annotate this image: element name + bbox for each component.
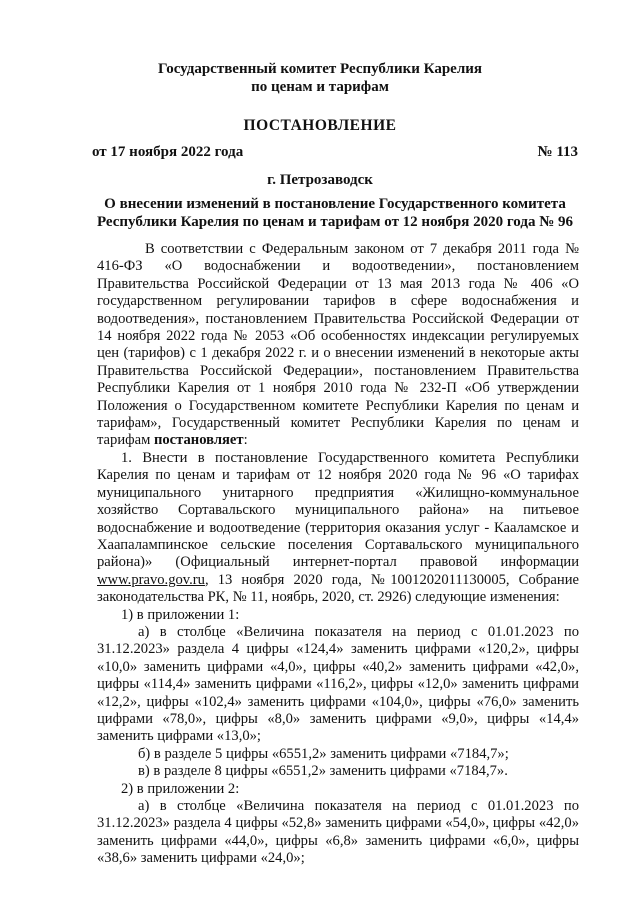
- sub-1-heading: 1) в приложении 1:: [121, 606, 240, 623]
- sub-1-item-a: а) в столбце «Величина показателя на период с 01.01.2023 по 31.12.2023» раздела 4 цифры «124,4» заменить цифрами «120,2», цифры «10,0» заменить цифрами «4,0», цифры «40,2» заменить цифрами «42,0», цифры «114,4» заменить цифрами «116,2», цифры «12,0» заменить цифрами «12,2», цифры «102,4» заменить цифрами «104,0», цифры «76,0» заменить цифрами «78,0», цифры «8,0» заменить цифрами «9,0», цифры «14,4» заменить цифрами «13,0»;: [97, 623, 579, 745]
- document-subject: [90, 195, 580, 231]
- document-city: г. Петрозаводск: [267, 172, 373, 188]
- issuer-line-2: по ценам и тарифам: [251, 79, 389, 95]
- item-1-paragraph: [97, 450, 579, 607]
- pravo-link[interactable]: www.pravo.gov.ru: [97, 571, 205, 588]
- preamble-colon: :: [243, 432, 248, 449]
- decree-word: постановляет: [153, 432, 244, 449]
- document-body: [97, 241, 579, 868]
- subject-line-2: Республики Карелия по ценам и тарифам от 12 ноября 2020 года № 96: [96, 214, 574, 230]
- item-1-text-after: , 13 ноября 2020 года, №1001202011130005, Собрание законодательства РК, № 11, ноябрь, 2020, ст. 2926) следующие изменения:: [97, 571, 579, 606]
- preamble-text: В соответствии с Федеральным законом от 7 декабря 2011 года № 416-ФЗ «О водоснабжении и водоотведении», постановлением Правительства Российской Федерации от 13 мая 2013 года № 406 «О государственном регулировании тарифов в сфере водоснабжения и водоотведения», постановлением Правительства Российской Федерации от 14 ноября 2022 года № 2053 «Об особенностях индексации регулируемых цен (тарифов) с 1 декабря 2022 г. и о внесении изменений в некоторые акты Правительства Российской Федерации», постановлением Правительства Республики Карелия от 1 ноября 2010 года № 232-П «Об утверждении Положения о Государственном комитете Республики Карелия по ценам и тарифам», Государственный комитет Республики Карелия по ценам и тарифам: [97, 241, 579, 449]
- document-date: от 17 ноября 2022 года: [92, 144, 244, 160]
- issuer-line-1: Государственный комитет Республики Карелия: [158, 61, 482, 77]
- item-1-text-before: 1. Внести в постановление Государственного комитета Республики Карелия по ценам и тарифам от 12 ноября 2020 года № 96 «О тарифах муниципального унитарного предприятия «Жилищно-коммунальное хозяйство Сортавальского муниципального района» на питьевое водоснабжение и водоотведение (территория оказания услуг - Кааламское и Хаапалампинское сельские поселения Сортавальского муниципального района)» (Официальный интернет-портал правовой информации: [97, 449, 579, 571]
- preamble-paragraph: [97, 241, 579, 450]
- sub-2-item-a: а) в столбце «Величина показателя на период с 01.01.2023 по 31.12.2023» раздела 4 цифры «52,8» заменить цифрами «54,0», цифры «42,0» заменить цифрами «44,0», цифры «6,8» заменить цифрами «6,0», цифры «38,6» заменить цифрами «24,0»;: [97, 798, 579, 867]
- sub-1-item-c: в) в разделе 8 цифры «6551,2» заменить цифрами «7184,7».: [138, 763, 508, 780]
- document-title: ПОСТАНОВЛЕНИЕ: [243, 117, 397, 134]
- document-number: № 113: [537, 144, 578, 160]
- sub-1-item-b: б) в разделе 5 цифры «6551,2» заменить цифрами «7184,7»;: [138, 745, 509, 762]
- sub-2-heading: 2) в приложении 2:: [121, 780, 240, 797]
- subject-line-1: О внесении изменений в постановление Государственного комитета: [104, 196, 566, 212]
- issuer-header: [0, 60, 640, 96]
